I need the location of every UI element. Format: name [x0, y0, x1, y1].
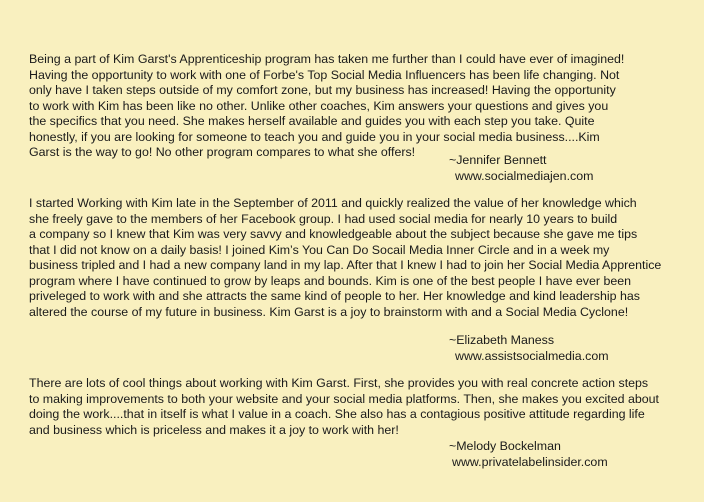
testimonial-line: Being a part of Kim Garst's Apprenticeship program has taken me further than I could have ever of imagined!: [29, 52, 625, 66]
testimonial-website-link[interactable]: www.privatelabelinsider.com: [452, 455, 608, 469]
testimonial-line: altered the course of my future in business. Kim Garst is a joy to brainstorm with and a Social Media Cyclone!: [29, 304, 629, 319]
testimonial-line: I started Working with Kim late in the September of 2011 and quickly realized the value of her knowledge which: [29, 196, 637, 210]
testimonial-line: honestly, if you are looking for someone to teach you and guide you in your social media business....Kim: [29, 129, 600, 144]
testimonial-jennifer: [29, 52, 689, 161]
testimonial-line: business tripled and I had a new company land in my lap. After that I knew I had to join her Social Media Apprentice: [29, 258, 662, 272]
testimonial-line: to making improvements to both your website and your social media platforms. Then, she makes you excited about: [29, 391, 659, 406]
testimonial-line: that I did not know on a daily basis! I joined Kim’s You Can Do Socail Media Inner Circle and in a week my: [29, 242, 610, 257]
testimonial-line: a company so I knew that Kim was very savvy and knowledgeable about the subject because she gave me tips: [29, 227, 638, 241]
testimonial-line: There are lots of cool things about working with Kim Garst. First, she provides you with real concrete action steps: [29, 376, 649, 390]
testimonial-author: ~Melody Bockelman: [449, 439, 561, 453]
testimonial-line: doing the work....that in itself is what I value in a coach. She also has a contagious positive attitude regarding life: [29, 407, 645, 421]
testimonial-melody: [29, 376, 689, 438]
testimonial-line: priveleged to work with and she attracts the same kind of people to her. Her knowledge and kind leadership has: [29, 289, 640, 303]
testimonial-line: to work with Kim has been like no other. Unlike other coaches, Kim answers your questions and gives you: [29, 98, 609, 113]
testimonial-line: Having the opportunity to work with one of Forbe's Top Social Media Influencers has been life changing. Not: [29, 67, 620, 82]
testimonial-elizabeth: [29, 196, 689, 320]
testimonial-line: only have I taken steps outside of my comfort zone, but my business has increased! Having the opportunity: [29, 83, 616, 97]
testimonial-author: ~Elizabeth Maness: [449, 333, 555, 347]
testimonial-website-link[interactable]: www.socialmediajen.com: [455, 169, 594, 183]
testimonial-author: ~Jennifer Bennett: [449, 153, 547, 167]
testimonial-line: Garst is the way to go! No other program compares to what she offers!: [29, 145, 416, 159]
testimonial-line: program where I have continued to grow by leaps and bounds. Kim is one of the best people I have ever been: [29, 273, 632, 288]
testimonial-line: she freely gave to the members of her Facebook group. I had used social media for nearly 10 years to build: [29, 211, 618, 226]
testimonial-line: the specifics that you need. She makes herself available and guides you with each step you take. Quite: [29, 114, 595, 128]
testimonial-line: and business which is priceless and makes it a joy to work with her!: [29, 422, 399, 437]
testimonial-website-link[interactable]: www.assistsocialmedia.com: [455, 349, 609, 363]
